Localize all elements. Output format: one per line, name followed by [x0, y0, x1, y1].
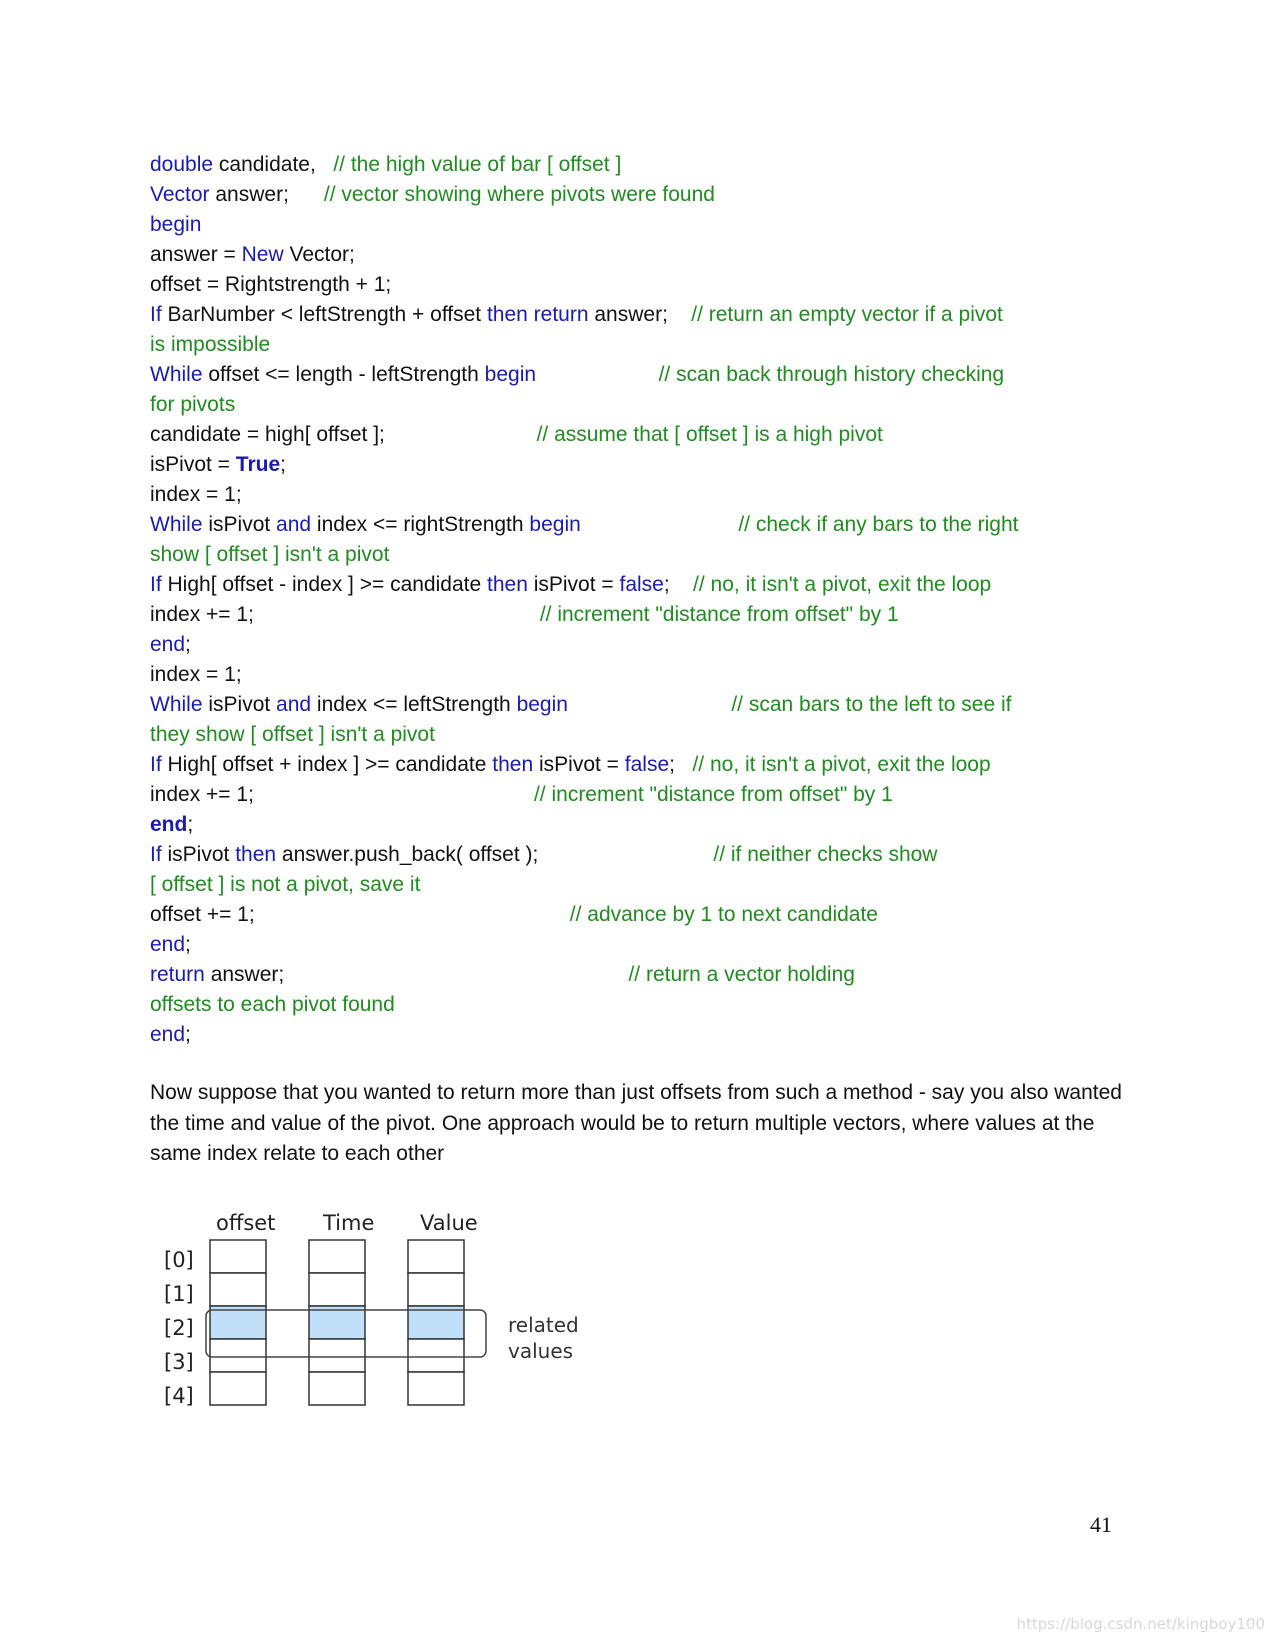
code-comment: offsets to each pivot found — [150, 993, 395, 1016]
code-comment: // return an empty vector if a pivot — [691, 303, 1003, 326]
offset-cell-1 — [210, 1273, 266, 1306]
code-line — [150, 840, 937, 870]
code-text: answer; — [588, 303, 692, 326]
value-cell-4 — [408, 1372, 464, 1405]
code-text: Vector; — [283, 243, 355, 266]
code-keyword: end — [150, 1023, 186, 1046]
code-comment: // scan back through history checking — [658, 363, 1005, 386]
code-keyword: If — [150, 843, 162, 866]
code-text: High[ offset - index ] >= candidate — [161, 573, 487, 596]
code-line — [150, 300, 1003, 330]
code-comment: [ offset ] is not a pivot, save it — [150, 873, 421, 896]
offset-cell-3 — [210, 1339, 266, 1372]
code-line — [150, 240, 355, 270]
code-text: index += 1; — [150, 783, 534, 806]
code-line — [150, 360, 1004, 390]
code-text: candidate, — [213, 153, 334, 176]
code-line — [150, 210, 201, 240]
code-line — [150, 390, 235, 420]
row-label-2: [2] — [164, 1316, 194, 1340]
row-label-3: [3] — [164, 1350, 194, 1374]
code-line — [150, 330, 270, 360]
code-text: isPivot — [202, 513, 277, 536]
code-text: index = 1; — [150, 483, 242, 506]
code-line — [150, 900, 878, 930]
code-line — [150, 690, 1011, 720]
code-text: answer; — [209, 183, 324, 206]
parallel-vectors-diagram — [150, 1212, 590, 1417]
code-keyword: end — [150, 633, 186, 656]
code-keyword: Vector — [150, 183, 210, 206]
code-keyword: then — [487, 573, 528, 596]
offset-cell-0 — [210, 1240, 266, 1273]
code-keyword: If — [150, 573, 162, 596]
related-label-line2: values — [508, 1339, 574, 1363]
column-header-value: Value — [420, 1212, 478, 1235]
code-comment: is impossible — [150, 333, 271, 356]
code-comment: // assume that [ offset ] is a high pivot — [536, 423, 883, 446]
code-text: offset = Rightstrength + 1; — [150, 273, 392, 296]
code-keyword: return — [150, 963, 205, 986]
code-keyword: While — [150, 513, 203, 536]
code-keyword: and — [276, 693, 312, 716]
code-comment: // the high value of bar [ offset ] — [333, 153, 622, 176]
code-keyword: double — [150, 153, 214, 176]
code-text — [536, 363, 659, 386]
code-keyword: begin — [150, 213, 202, 236]
code-keyword: If — [150, 303, 162, 326]
code-keyword: begin — [529, 513, 581, 536]
code-text: isPivot — [161, 843, 236, 866]
code-comment: for pivots — [150, 393, 236, 416]
code-comment: // no, it isn't a pivot, exit the loop — [692, 753, 991, 776]
code-keyword: then return — [486, 303, 589, 326]
code-comment: // increment "distance from offset" by 1 — [539, 603, 899, 626]
code-text: index <= rightStrength — [311, 513, 530, 536]
code-text: offset += 1; — [150, 903, 570, 926]
code-keyword: begin — [516, 693, 568, 716]
time-cell-4 — [309, 1372, 365, 1405]
code-text: answer.push_back( offset ); — [276, 843, 714, 866]
offset-cell-4 — [210, 1372, 266, 1405]
code-line — [150, 660, 242, 690]
code-line — [150, 750, 991, 780]
code-text: isPivot = — [150, 453, 236, 476]
code-line — [150, 480, 242, 510]
code-keyword: false — [624, 753, 670, 776]
row-label-0: [0] — [164, 1248, 194, 1272]
code-text — [581, 513, 739, 536]
code-line — [150, 420, 883, 450]
code-line — [150, 1020, 191, 1050]
code-line — [150, 180, 715, 210]
code-text: ; — [187, 813, 194, 836]
code-comment: // no, it isn't a pivot, exit the loop — [693, 573, 992, 596]
value-cell-2 — [408, 1306, 464, 1339]
code-keyword: false — [619, 573, 664, 596]
code-text: index = 1; — [150, 663, 242, 686]
column-header-time: Time — [323, 1212, 375, 1235]
code-keyword: begin — [484, 363, 537, 386]
code-comment: // increment "distance from offset" by 1 — [533, 783, 893, 806]
code-keyword: end — [150, 933, 186, 956]
code-text: index <= leftStrength — [311, 693, 517, 716]
code-text: answer; — [204, 963, 629, 986]
code-line — [150, 150, 621, 180]
watermark: https://blog.csdn.net/kingboy100 — [1016, 1615, 1265, 1633]
code-comment: // check if any bars to the right — [738, 513, 1019, 536]
page-number: 41 — [1090, 1512, 1112, 1537]
code-line — [150, 930, 191, 960]
value-cell-1 — [408, 1273, 464, 1306]
related-label-line1: related — [508, 1313, 579, 1337]
row-label-1: [1] — [164, 1282, 194, 1306]
code-keyword: New — [241, 243, 284, 266]
code-comment: // if neither checks show — [713, 843, 938, 866]
time-cell-2 — [309, 1306, 365, 1339]
code-keyword: If — [150, 753, 162, 776]
time-cell-3 — [309, 1339, 365, 1372]
column-header-offset: offset — [216, 1212, 276, 1235]
code-keyword: and — [276, 513, 312, 536]
time-cell-1 — [309, 1273, 365, 1306]
code-comment: // return a vector holding — [628, 963, 855, 986]
code-line — [150, 780, 893, 810]
body-paragraph: Now suppose that you wanted to return more than just offsets from such a method - say you also wanted the time and value of the pivot. One approach would be to return multiple vectors, where values at the same index relate to each other — [150, 1081, 1122, 1165]
code-comment: they show [ offset ] isn't a pivot — [150, 723, 435, 746]
code-line — [150, 630, 191, 660]
code-text: BarNumber < leftStrength + offset — [161, 303, 487, 326]
code-line — [150, 540, 389, 570]
code-line — [150, 810, 193, 840]
code-text: answer = — [150, 243, 242, 266]
code-line — [150, 600, 899, 630]
code-line — [150, 570, 991, 600]
code-text: ; — [185, 933, 191, 956]
code-keyword: then — [492, 753, 534, 776]
offset-cell-2 — [210, 1306, 266, 1339]
code-text: ; — [280, 453, 286, 476]
code-comment: // advance by 1 to next candidate — [569, 903, 878, 926]
code-text: ; — [663, 573, 694, 596]
code-line — [150, 960, 855, 990]
code-line — [150, 270, 391, 300]
code-line — [150, 870, 420, 900]
value-cell-0 — [408, 1240, 464, 1273]
code-line — [150, 990, 395, 1020]
code-line — [150, 720, 435, 750]
code-keyword: end — [150, 813, 188, 836]
code-text: High[ offset + index ] >= candidate — [161, 753, 493, 776]
code-keyword: True — [235, 453, 281, 476]
code-text — [568, 693, 731, 716]
code-text: isPivot = — [533, 753, 625, 776]
code-comment: show [ offset ] isn't a pivot — [150, 543, 390, 566]
code-text: isPivot = — [527, 573, 620, 596]
code-keyword: While — [150, 363, 203, 386]
code-text: ; — [185, 1023, 191, 1046]
time-cell-0 — [309, 1240, 365, 1273]
code-line — [150, 510, 1018, 540]
code-text: isPivot — [202, 693, 277, 716]
code-text: ; — [669, 753, 693, 776]
code-text: index += 1; — [150, 603, 540, 626]
code-keyword: then — [235, 843, 277, 866]
code-text: candidate = high[ offset ]; — [150, 423, 537, 446]
code-text: offset <= length - leftStrength — [202, 363, 485, 386]
code-comment: // vector showing where pivots were found — [323, 183, 715, 206]
code-keyword: While — [150, 693, 203, 716]
code-text: ; — [185, 633, 191, 656]
value-cell-3 — [408, 1339, 464, 1372]
code-line — [150, 450, 286, 480]
code-comment: // scan bars to the left to see if — [731, 693, 1012, 716]
row-label-4: [4] — [164, 1384, 194, 1408]
